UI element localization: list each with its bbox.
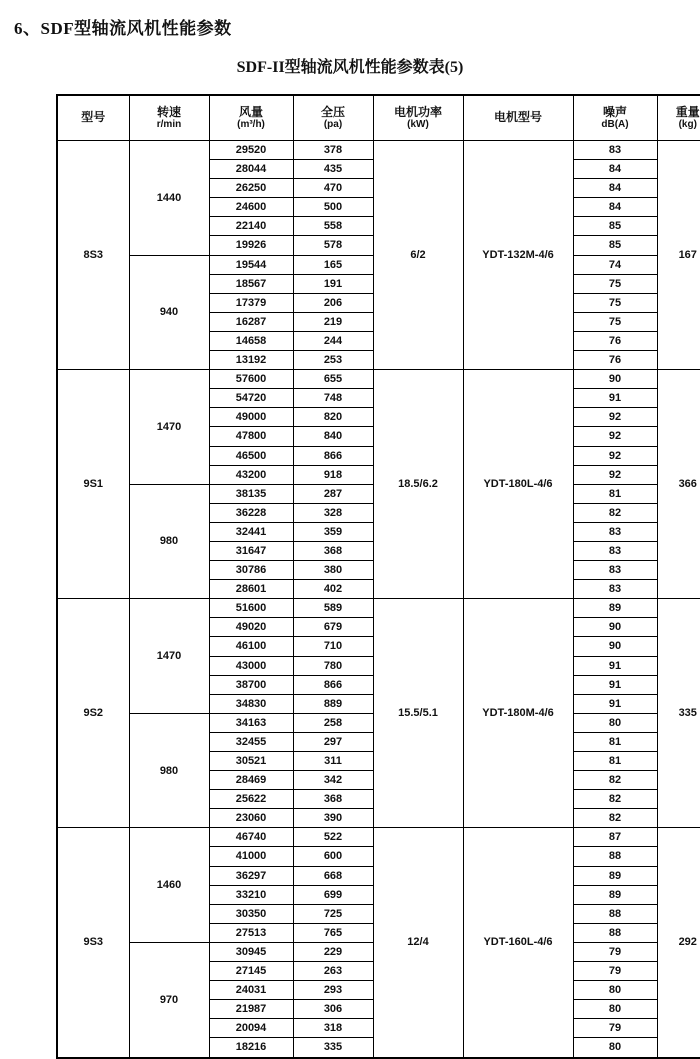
cell-pressure: 918 (293, 465, 373, 484)
cell-pressure: 206 (293, 293, 373, 312)
header-model (57, 95, 129, 141)
cell-pressure: 359 (293, 522, 373, 541)
cell-noise: 80 (573, 713, 657, 732)
cell-flow: 46500 (209, 446, 293, 465)
cell-flow: 49020 (209, 618, 293, 637)
cell-flow: 41000 (209, 847, 293, 866)
header-noise-sub: dB(A) (574, 119, 657, 130)
cell-noise: 83 (573, 580, 657, 599)
cell-pressure: 287 (293, 484, 373, 503)
cell-flow: 36228 (209, 503, 293, 522)
cell-pressure: 522 (293, 828, 373, 847)
header-speed-sub: r/min (130, 119, 209, 130)
header-power (373, 95, 463, 141)
cell-flow: 13192 (209, 351, 293, 370)
cell-pressure: 390 (293, 809, 373, 828)
table-body (57, 141, 700, 1058)
cell-model: 8S3 (57, 141, 129, 370)
cell-weight: 292 (657, 828, 700, 1058)
cell-pressure: 820 (293, 408, 373, 427)
cell-pressure: 699 (293, 885, 373, 904)
cell-speed: 940 (129, 255, 209, 370)
cell-motor-model: YDT-180M-4/6 (463, 599, 573, 828)
cell-pressure: 165 (293, 255, 373, 274)
header-weight-sub: (kg) (658, 119, 700, 130)
cell-flow: 46100 (209, 637, 293, 656)
cell-noise: 91 (573, 675, 657, 694)
section-heading: 6、SDF型轴流风机性能参数 (14, 14, 232, 39)
cell-pressure: 866 (293, 446, 373, 465)
cell-noise: 89 (573, 599, 657, 618)
cell-noise: 82 (573, 503, 657, 522)
cell-pressure: 589 (293, 599, 373, 618)
cell-motor-model: YDT-132M-4/6 (463, 141, 573, 370)
cell-noise: 84 (573, 179, 657, 198)
cell-flow: 18216 (209, 1038, 293, 1058)
cell-pressure: 263 (293, 962, 373, 981)
cell-model: 9S3 (57, 828, 129, 1058)
cell-speed: 970 (129, 942, 209, 1057)
cell-pressure: 229 (293, 942, 373, 961)
cell-noise: 81 (573, 752, 657, 771)
header-model-main: 型号 (58, 111, 129, 124)
cell-noise: 74 (573, 255, 657, 274)
cell-pressure: 378 (293, 141, 373, 160)
header-motor (463, 95, 573, 141)
cell-noise: 92 (573, 465, 657, 484)
cell-noise: 91 (573, 656, 657, 675)
cell-noise: 75 (573, 274, 657, 293)
cell-pressure: 368 (293, 790, 373, 809)
cell-noise: 88 (573, 923, 657, 942)
header-weight (657, 95, 700, 141)
cell-pressure: 500 (293, 198, 373, 217)
cell-flow: 30945 (209, 942, 293, 961)
cell-noise: 91 (573, 389, 657, 408)
cell-flow: 27513 (209, 923, 293, 942)
cell-noise: 75 (573, 312, 657, 331)
cell-flow: 21987 (209, 1000, 293, 1019)
header-pressure-sub: (pa) (294, 119, 373, 130)
table-title: SDF-II型轴流风机性能参数表(5) (0, 54, 700, 77)
cell-noise: 83 (573, 522, 657, 541)
cell-noise: 81 (573, 484, 657, 503)
cell-flow: 24031 (209, 981, 293, 1000)
cell-speed: 980 (129, 713, 209, 828)
cell-flow: 38700 (209, 675, 293, 694)
cell-pressure: 318 (293, 1019, 373, 1038)
cell-noise: 92 (573, 408, 657, 427)
table-row (57, 141, 700, 160)
cell-noise: 75 (573, 293, 657, 312)
cell-noise: 89 (573, 885, 657, 904)
header-speed (129, 95, 209, 141)
cell-pressure: 335 (293, 1038, 373, 1058)
cell-flow: 25622 (209, 790, 293, 809)
cell-speed: 1470 (129, 370, 209, 485)
cell-pressure: 435 (293, 160, 373, 179)
cell-pressure: 558 (293, 217, 373, 236)
cell-flow: 24600 (209, 198, 293, 217)
cell-flow: 19544 (209, 255, 293, 274)
cell-flow: 27145 (209, 962, 293, 981)
cell-flow: 30350 (209, 904, 293, 923)
header-pressure-main: 全压 (294, 106, 373, 119)
cell-speed: 1470 (129, 599, 209, 714)
cell-noise: 82 (573, 809, 657, 828)
cell-pressure: 402 (293, 580, 373, 599)
fan-spec-table (56, 94, 700, 1059)
header-weight-main: 重量 (658, 106, 700, 119)
header-flow-sub: (m³/h) (210, 119, 293, 130)
table-row (57, 370, 700, 389)
cell-speed: 1460 (129, 828, 209, 943)
cell-pressure: 244 (293, 331, 373, 350)
header-motor-main: 电机型号 (464, 111, 573, 124)
header-power-sub: (kW) (374, 119, 463, 130)
cell-flow: 17379 (209, 293, 293, 312)
cell-noise: 83 (573, 561, 657, 580)
cell-noise: 90 (573, 370, 657, 389)
cell-flow: 28469 (209, 771, 293, 790)
cell-pressure: 258 (293, 713, 373, 732)
cell-flow: 32455 (209, 732, 293, 751)
cell-noise: 88 (573, 847, 657, 866)
cell-noise: 83 (573, 541, 657, 560)
cell-pressure: 253 (293, 351, 373, 370)
cell-weight: 366 (657, 370, 700, 599)
header-noise-main: 噪声 (574, 106, 657, 119)
cell-flow: 31647 (209, 541, 293, 560)
cell-pressure: 578 (293, 236, 373, 255)
cell-noise: 79 (573, 942, 657, 961)
cell-noise: 92 (573, 446, 657, 465)
header-speed-main: 转速 (130, 106, 209, 119)
header-flow-main: 风量 (210, 106, 293, 119)
cell-noise: 79 (573, 962, 657, 981)
header-row (57, 95, 700, 141)
cell-model: 9S2 (57, 599, 129, 828)
cell-speed: 1440 (129, 141, 209, 256)
cell-flow: 47800 (209, 427, 293, 446)
table-row (57, 599, 700, 618)
cell-pressure: 710 (293, 637, 373, 656)
cell-flow: 26250 (209, 179, 293, 198)
cell-flow: 14658 (209, 331, 293, 350)
cell-noise: 84 (573, 160, 657, 179)
cell-noise: 83 (573, 141, 657, 160)
cell-flow: 20094 (209, 1019, 293, 1038)
cell-noise: 89 (573, 866, 657, 885)
cell-noise: 88 (573, 904, 657, 923)
cell-pressure: 889 (293, 694, 373, 713)
cell-flow: 19926 (209, 236, 293, 255)
header-power-main: 电机功率 (374, 106, 463, 119)
cell-flow: 16287 (209, 312, 293, 331)
cell-flow: 30521 (209, 752, 293, 771)
cell-power: 6/2 (373, 141, 463, 370)
cell-noise: 82 (573, 771, 657, 790)
cell-pressure: 748 (293, 389, 373, 408)
cell-pressure: 297 (293, 732, 373, 751)
cell-flow: 28044 (209, 160, 293, 179)
cell-noise: 90 (573, 618, 657, 637)
cell-pressure: 293 (293, 981, 373, 1000)
cell-model: 9S1 (57, 370, 129, 599)
cell-noise: 81 (573, 732, 657, 751)
cell-pressure: 600 (293, 847, 373, 866)
cell-flow: 36297 (209, 866, 293, 885)
cell-flow: 32441 (209, 522, 293, 541)
cell-noise: 79 (573, 1019, 657, 1038)
table-header (57, 95, 700, 141)
cell-noise: 80 (573, 1000, 657, 1019)
cell-pressure: 311 (293, 752, 373, 771)
cell-weight: 167 (657, 141, 700, 370)
cell-flow: 23060 (209, 809, 293, 828)
header-pressure (293, 95, 373, 141)
cell-noise: 84 (573, 198, 657, 217)
cell-power: 15.5/5.1 (373, 599, 463, 828)
cell-weight: 335 (657, 599, 700, 828)
cell-flow: 34830 (209, 694, 293, 713)
table-row (57, 828, 700, 847)
cell-power: 12/4 (373, 828, 463, 1058)
header-noise (573, 95, 657, 141)
cell-noise: 85 (573, 236, 657, 255)
cell-pressure: 328 (293, 503, 373, 522)
cell-power: 18.5/6.2 (373, 370, 463, 599)
spec-table-container (56, 94, 652, 1059)
cell-noise: 92 (573, 427, 657, 446)
cell-pressure: 655 (293, 370, 373, 389)
cell-speed: 980 (129, 484, 209, 599)
cell-pressure: 840 (293, 427, 373, 446)
cell-noise: 76 (573, 351, 657, 370)
cell-flow: 30786 (209, 561, 293, 580)
cell-flow: 34163 (209, 713, 293, 732)
cell-noise: 82 (573, 790, 657, 809)
header-flow (209, 95, 293, 141)
cell-noise: 87 (573, 828, 657, 847)
cell-pressure: 219 (293, 312, 373, 331)
cell-pressure: 866 (293, 675, 373, 694)
cell-flow: 22140 (209, 217, 293, 236)
cell-pressure: 380 (293, 561, 373, 580)
cell-noise: 91 (573, 694, 657, 713)
cell-flow: 46740 (209, 828, 293, 847)
cell-flow: 43200 (209, 465, 293, 484)
cell-flow: 18567 (209, 274, 293, 293)
cell-pressure: 668 (293, 866, 373, 885)
cell-pressure: 191 (293, 274, 373, 293)
cell-noise: 90 (573, 637, 657, 656)
cell-flow: 28601 (209, 580, 293, 599)
cell-noise: 80 (573, 981, 657, 1000)
cell-flow: 51600 (209, 599, 293, 618)
cell-flow: 38135 (209, 484, 293, 503)
cell-noise: 80 (573, 1038, 657, 1058)
cell-motor-model: YDT-180L-4/6 (463, 370, 573, 599)
cell-pressure: 725 (293, 904, 373, 923)
cell-pressure: 780 (293, 656, 373, 675)
cell-flow: 54720 (209, 389, 293, 408)
cell-flow: 57600 (209, 370, 293, 389)
cell-noise: 85 (573, 217, 657, 236)
cell-motor-model: YDT-160L-4/6 (463, 828, 573, 1058)
cell-pressure: 470 (293, 179, 373, 198)
cell-flow: 29520 (209, 141, 293, 160)
cell-pressure: 368 (293, 541, 373, 560)
cell-pressure: 306 (293, 1000, 373, 1019)
cell-flow: 43000 (209, 656, 293, 675)
cell-flow: 49000 (209, 408, 293, 427)
cell-pressure: 679 (293, 618, 373, 637)
cell-pressure: 765 (293, 923, 373, 942)
cell-noise: 76 (573, 331, 657, 350)
cell-pressure: 342 (293, 771, 373, 790)
cell-flow: 33210 (209, 885, 293, 904)
